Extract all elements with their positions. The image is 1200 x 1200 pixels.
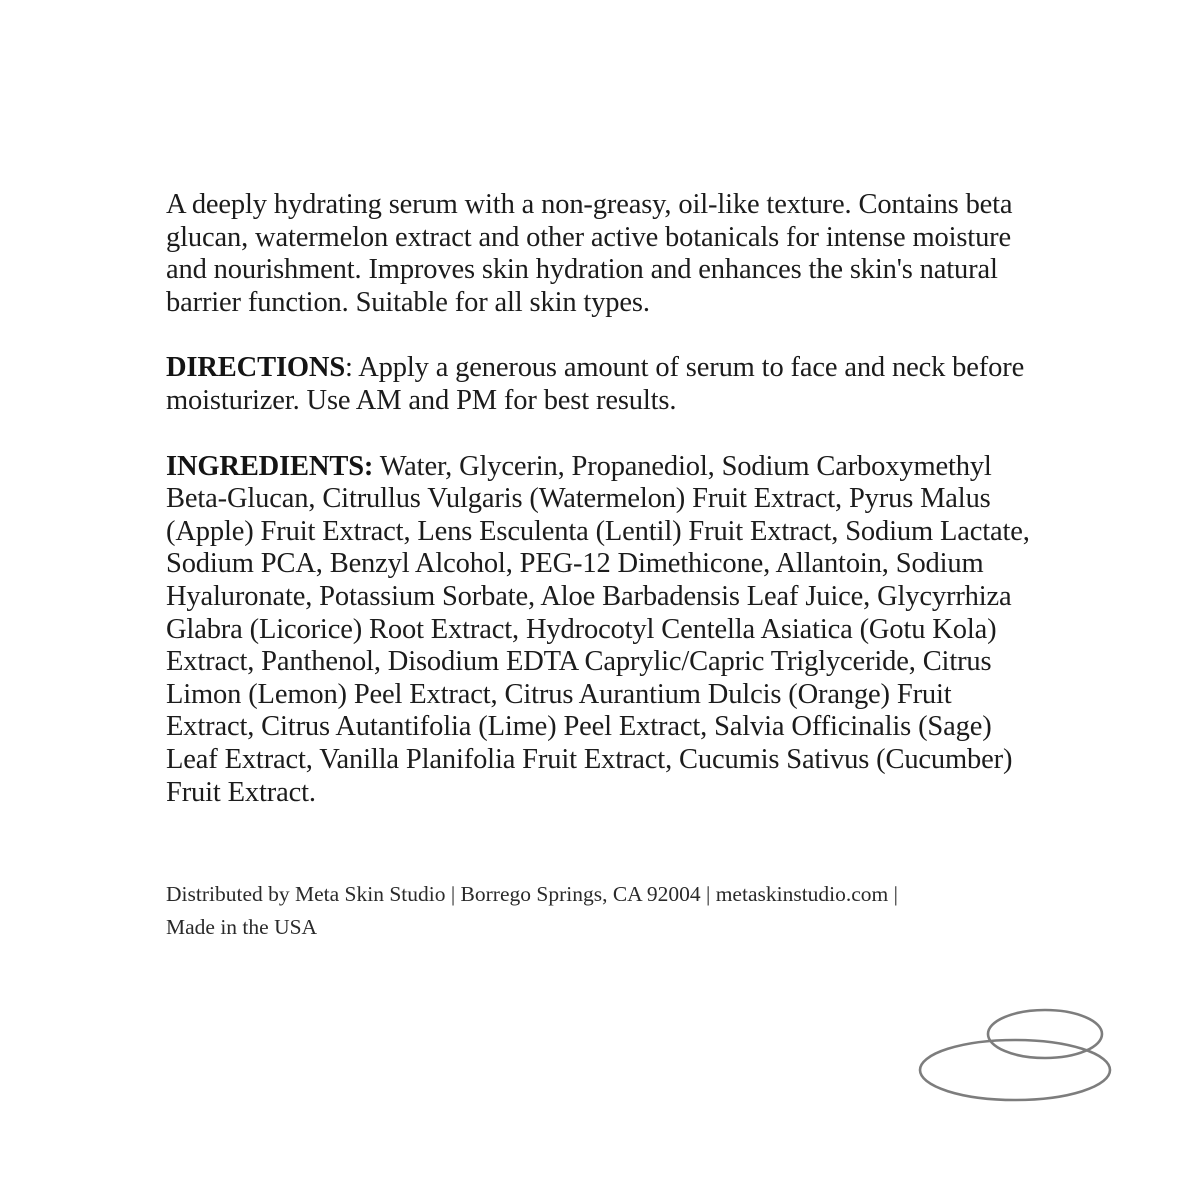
double-ellipse-logo-icon — [910, 1002, 1120, 1102]
ingredients-label: INGREDIENTS: — [166, 450, 374, 482]
distributor-info — [166, 878, 1046, 944]
origin-line: Made in the USA — [166, 915, 318, 939]
ingredients-text: Water, Glycerin, Propanediol, Sodium Carboxymethyl Beta-Glucan, Citrullus Vulgaris (Watermelon) Fruit Extract, Pyrus Malus (Apple) Fruit Extract, Lens Esculenta (Lentil) Fruit Extract, Sodium Lactate, Sodium PCA, Benzyl Alcohol, PEG-12 Dimethicone, Allantoin, Sodium Hyaluronate, Potassium Sorbate, Aloe Barbadensis Leaf Juice, Glycyrrhiza Glabra (Licorice) Root Extract, Hydrocotyl Centella Asiatica (Gotu Kola) Extract, Panthenol, Disodium EDTA Caprylic/Capric Triglyceride, Citrus Limon (Lemon) Peel Extract, Citrus Aurantium Dulcis (Orange) Fruit Extract, Citrus Autantifolia (Lime) Peel Extract, Salvia Officinalis (Sage) Leaf Extract, Vanilla Planifolia Fruit Extract, Cucumis Sativus (Cucumber) Fruit Extract. — [166, 450, 1030, 808]
product-description: A deeply hydrating serum with a non-greasy, oil-like texture. Contains beta glucan, watermelon extract and other active botanicals for intense moisture and nourishment. Improves skin hydration and enhances the skin's natural barrier function. Suitable for all skin types. — [166, 189, 1013, 318]
ingredients-section — [166, 451, 1046, 810]
distributor-line: Distributed by Meta Skin Studio | Borrego Springs, CA 92004 | metaskinstudio.com | — [166, 882, 898, 906]
logo-large-ellipse — [920, 1040, 1110, 1100]
directions-section — [166, 352, 1046, 417]
product-copy — [166, 189, 1046, 809]
directions-text: : Apply a generous amount of serum to face and neck before moisturizer. Use AM and PM for best results. — [166, 352, 1025, 416]
directions-label: DIRECTIONS — [166, 352, 346, 384]
